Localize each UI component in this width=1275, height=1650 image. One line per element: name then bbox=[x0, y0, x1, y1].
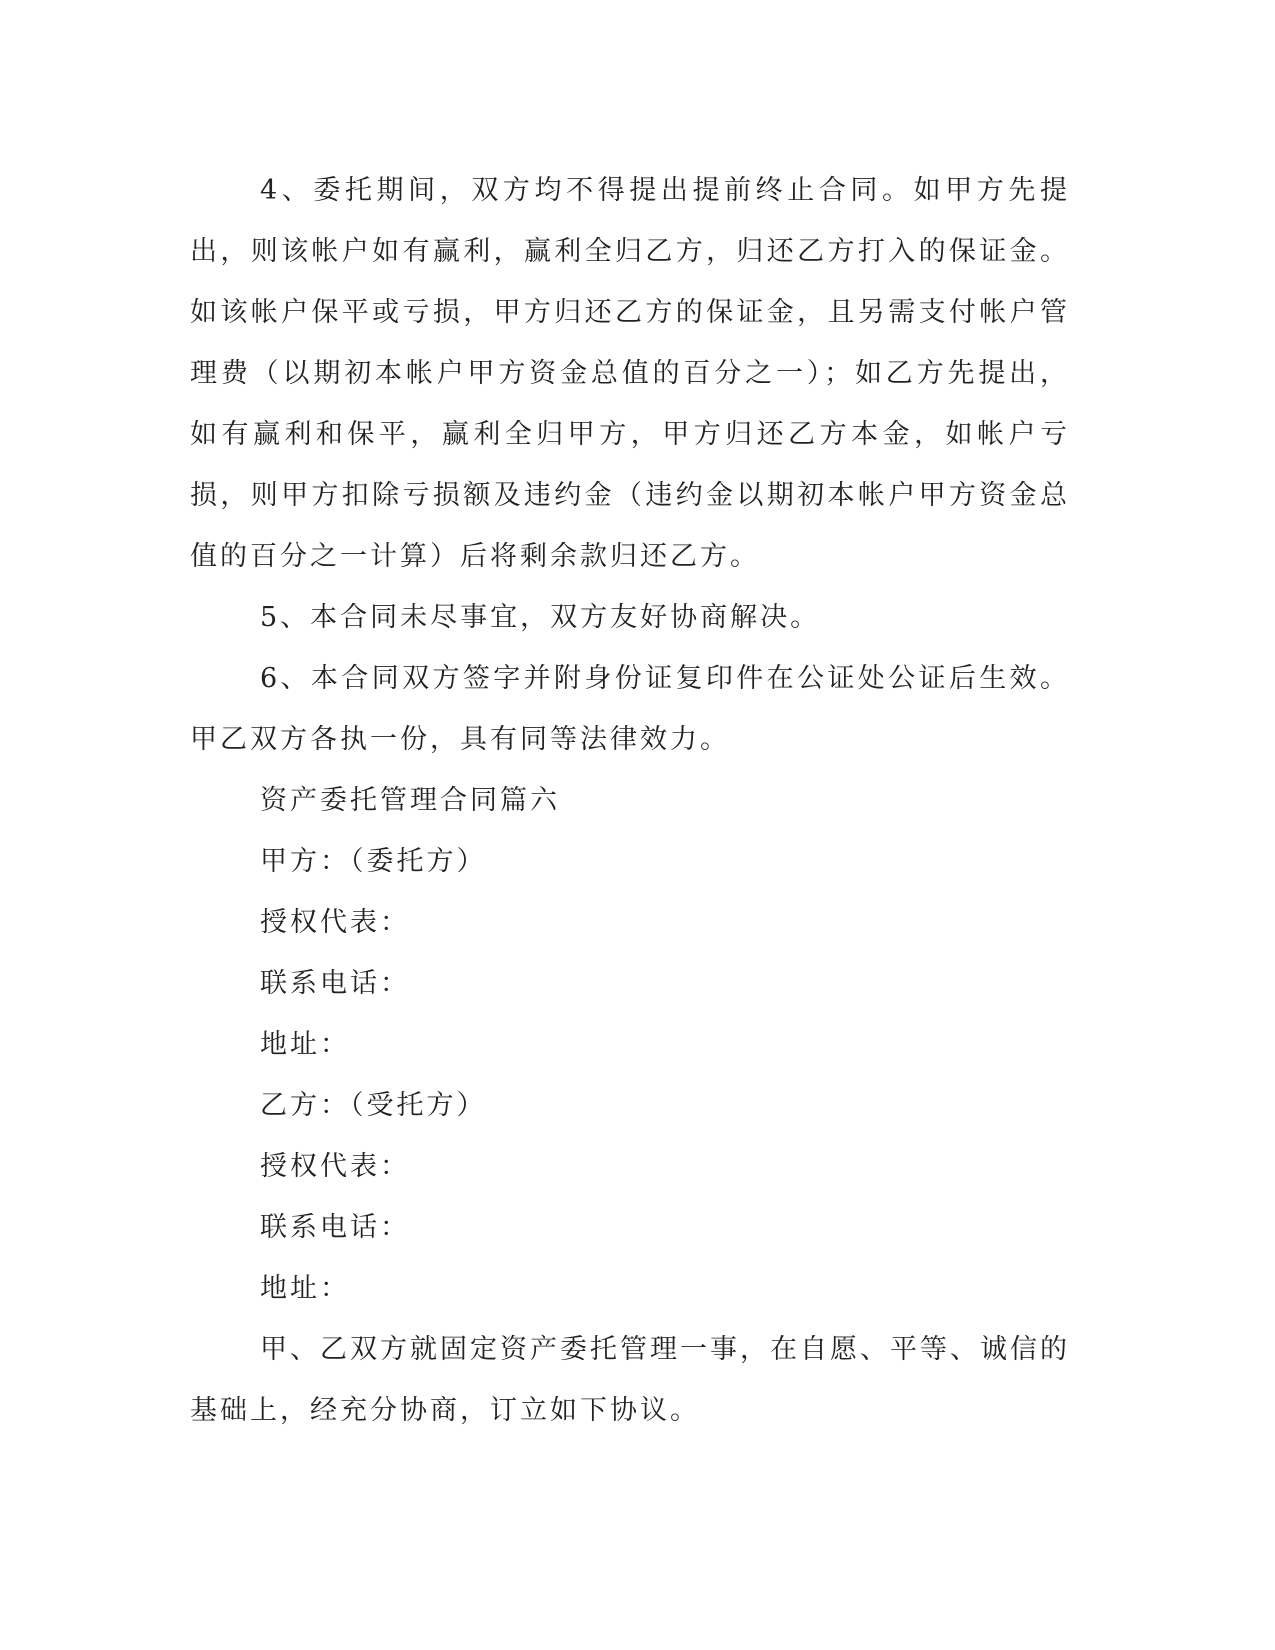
closing-paragraph: 甲、乙双方就固定资产委托管理一事，在自愿、平等、诚信的基础上，经充分协商，订立如下协议。 bbox=[190, 1334, 1070, 1426]
clause-5-paragraph: 5、本合同未尽事宜，双方友好协商解决。 bbox=[260, 602, 821, 633]
clause-4-paragraph: 4、委托期间，双方均不得提出提前终止合同。如甲方先提出，则该帐户如有赢利，赢利全归乙方，归还乙方打入的保证金。如该帐户保平或亏损，甲方归还乙方的保证金，且另需支付帐户管理费（以期初本帐户甲方资金总值的百分之一）；如乙方先提出，如有赢利和保平，赢利全归甲方，甲方归还乙方本金，如帐户亏损，则甲方扣除亏损额及违约金（违约金以期初本帐户甲方资金总值的百分之一计算）后将剩余款归还乙方。 bbox=[190, 175, 1070, 572]
party-a-phone: 联系电话： bbox=[260, 968, 410, 999]
party-a-address: 地址： bbox=[260, 1029, 350, 1060]
document-body bbox=[190, 160, 1070, 1441]
party-b-label: 乙方：（受托方） bbox=[260, 1090, 487, 1121]
party-b-phone: 联系电话： bbox=[260, 1212, 410, 1243]
party-a-representative: 授权代表： bbox=[260, 907, 410, 938]
party-b-representative: 授权代表： bbox=[260, 1151, 410, 1182]
clause-6-paragraph: 6、本合同双方签字并附身份证复印件在公证处公证后生效。甲乙双方各执一份，具有同等法律效力。 bbox=[190, 663, 1070, 755]
party-b-address: 地址： bbox=[260, 1273, 350, 1304]
section-title: 资产委托管理合同篇六 bbox=[260, 785, 560, 816]
party-a-label: 甲方：（委托方） bbox=[260, 846, 487, 877]
